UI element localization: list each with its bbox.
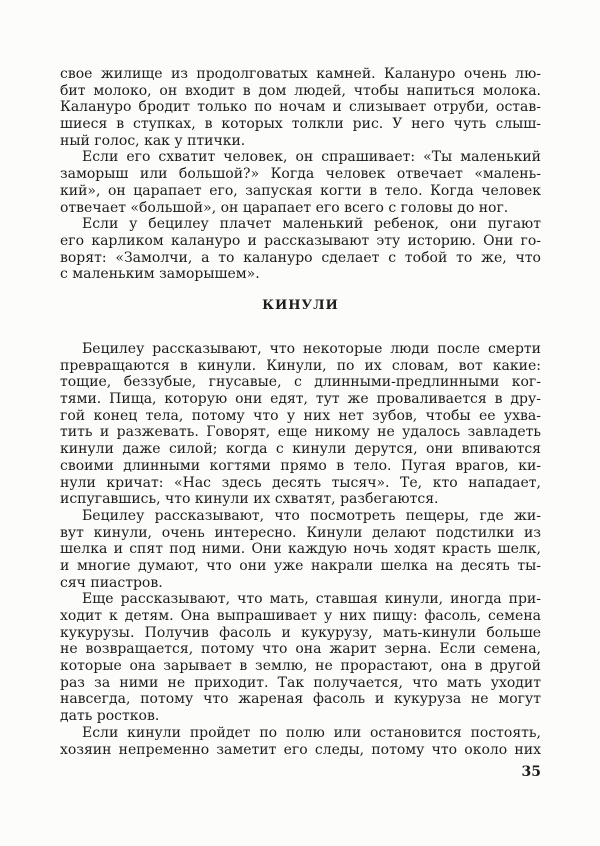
text-block-kinuli xyxy=(60,341,541,758)
text-line: Бецилеу рассказывают, что некоторые люди после смерти xyxy=(82,341,541,357)
text-line: тями. Пища, которую они едят, тут же проваливается в дру- xyxy=(60,391,541,408)
text-line: Бецилеу рассказывают, что посмотреть пещеры, где жи- xyxy=(82,507,541,524)
text-line: заморыш или большой?» Когда человек отвечает «малень- xyxy=(60,166,541,183)
text-line: шиеся в ступках, в которых толкли рис. У него чуть слыш- xyxy=(60,116,541,133)
text-line: хозяин непременно заметит его следы, потому что около них xyxy=(60,741,541,758)
text-line: тощие, беззубые, гнусавые, с длинными-предлинными ког- xyxy=(60,374,541,391)
text-line: Если у бецилеу плачет маленький ребенок, они пугают xyxy=(82,216,541,233)
text-line: Еще рассказывают, что мать, ставшая кинули, иногда при- xyxy=(82,591,541,608)
text-line: с маленьким заморышем». xyxy=(60,266,260,283)
text-line: Если его схватит человек, он спрашивает: «Ты маленький xyxy=(82,149,541,166)
text-line: отвечает «большой», он царапает его всего с головы до ног. xyxy=(60,199,509,216)
text-line: превращаются в кинули. Кинули, по их словам, вот какие: xyxy=(60,357,541,374)
text-line: своими длинными когтями прямо в тело. Пугая врагов, ки- xyxy=(60,457,541,474)
text-line: навсегда, потому что жареная фасоль и кукуруза не могут xyxy=(60,691,541,708)
section-heading: КИНУЛИ xyxy=(262,298,339,313)
text-line: его карликом калануро и рассказывают эту историю. Они го- xyxy=(60,232,541,249)
text-line: и многие думают, что они уже накрали шелка на десять ты- xyxy=(60,557,541,574)
text-line: не возвращается, потому что она жарит зерна. Если семена, xyxy=(60,641,541,658)
text-line: испугавшись, что кинули их схватят, разбегаются. xyxy=(60,491,439,508)
text-line: бит молоко, он входит в дом людей, чтобы напиться молока. xyxy=(60,82,541,99)
text-line: ный голос, как у птички. xyxy=(60,132,246,149)
text-line: тить и разжевать. Говорят, еще никому не удалось завладеть xyxy=(60,424,541,441)
text-line: раз за ними не приходит. Так получается, что мать уходит xyxy=(60,674,541,691)
text-line: сяч пиастров. xyxy=(60,574,163,591)
text-line: кий», он царапает его, запуская когти в тело. Когда человек xyxy=(60,182,541,199)
text-line: шелка и спят под ними. Они каждую ночь ходят красть шелк, xyxy=(60,541,541,558)
text-line: нули кричат: «Нас здесь десять тысяч». Те, кто нападает, xyxy=(60,474,541,491)
text-line: которые она зарывает в землю, не прорастают, она в другой xyxy=(60,658,541,675)
page-number: 35 xyxy=(521,764,541,780)
text-line: вут кинули, очень интересно. Кинули делают подстилки из xyxy=(60,524,541,541)
text-line: Калануро бродит только по ночам и слизывает отруби, остав- xyxy=(60,99,541,116)
text-line: Если кинули пройдет по полю или остановится постоять, xyxy=(82,724,541,741)
text-line: свое жилище из продолговатых камней. Калануро очень лю- xyxy=(60,66,541,82)
text-line: кинули даже силой; когда с кинули дерутся, они впиваются xyxy=(60,441,541,458)
text-line: гой конец тела, потому что у них нет зубов, чтобы ее ухва- xyxy=(60,407,541,424)
text-line: ворят: «Замолчи, а то калануро сделает с тобой то же, что xyxy=(60,249,541,266)
text-block-kalanuro xyxy=(60,66,541,283)
text-line: дать ростков. xyxy=(60,708,160,725)
text-line: ходит к детям. Она выпрашивает у них пищу: фасоль, семена xyxy=(60,608,541,624)
text-line: кукурузы. Получив фасоль и кукурузу, мать-кинули больше xyxy=(60,624,541,641)
